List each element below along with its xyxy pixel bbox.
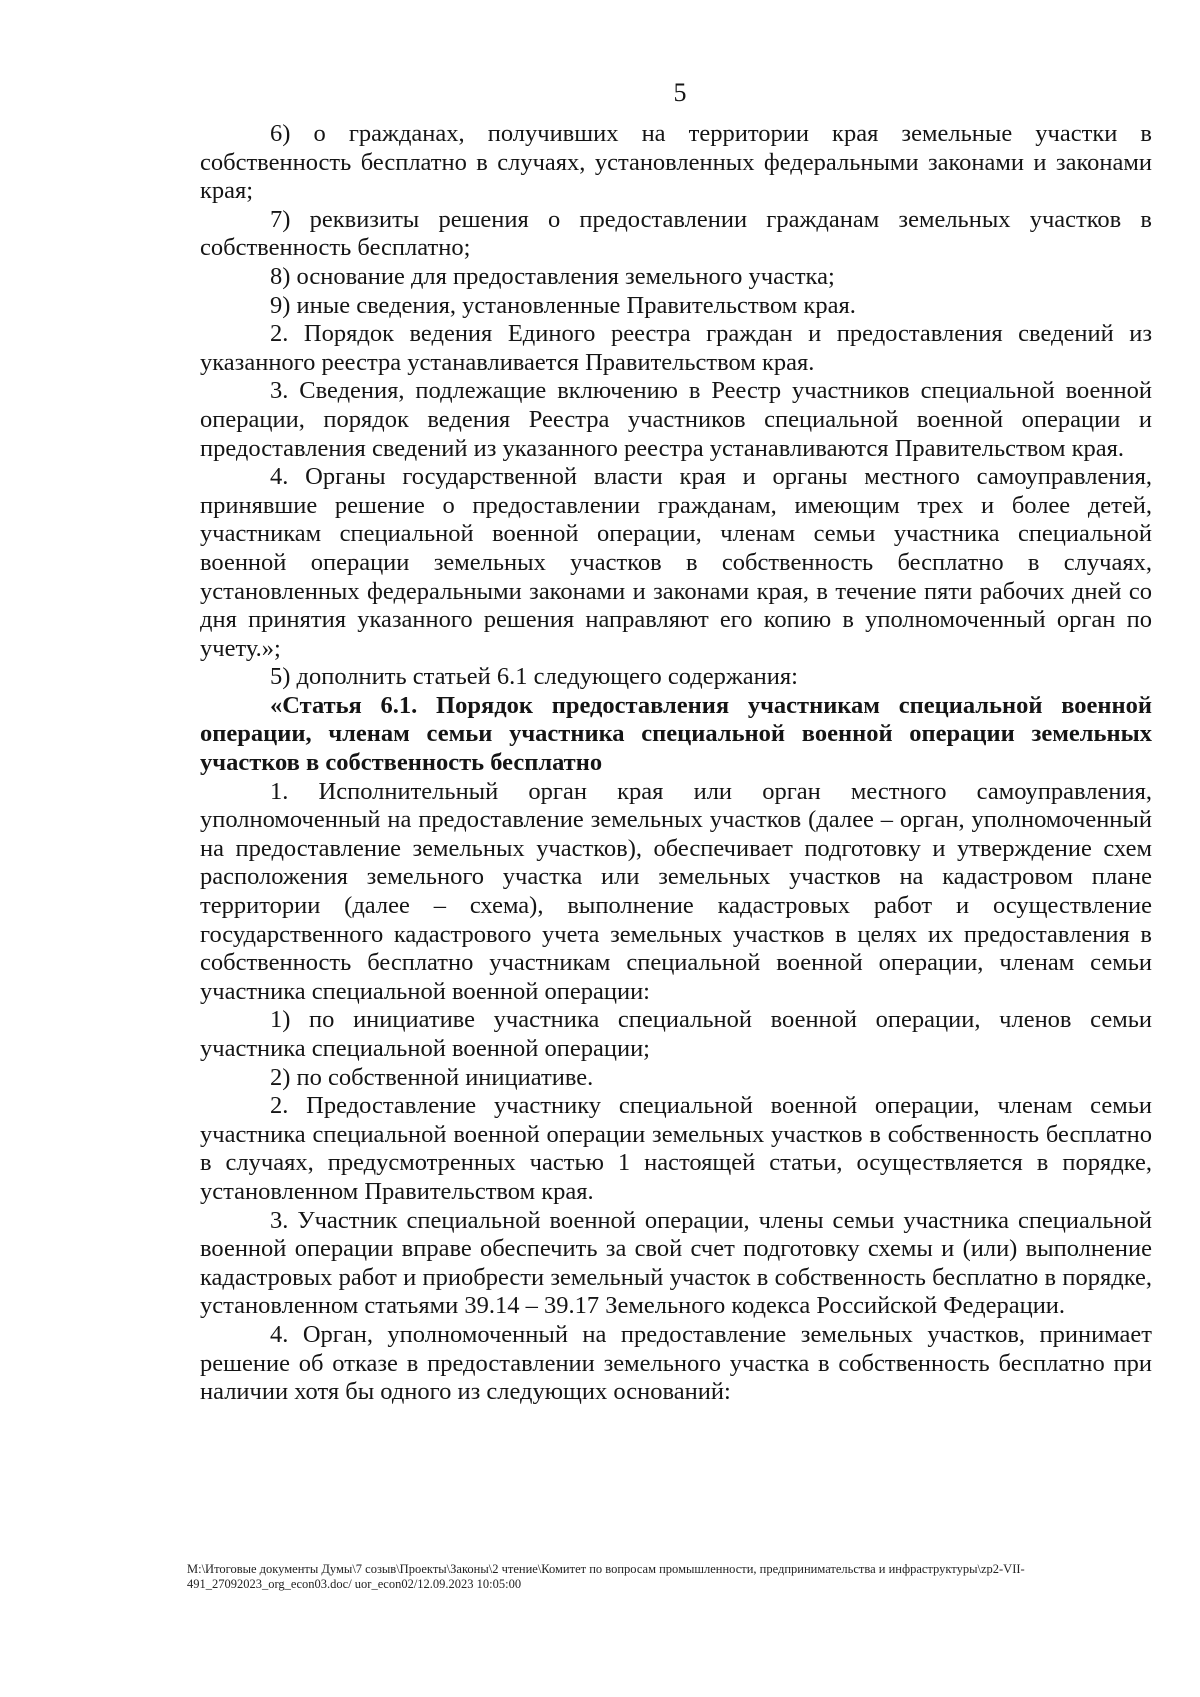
article-paragraph-1: 1. Исполнительный орган края или орган местного самоуправления, уполномоченный на предоставление земельных участков (далее – орган, уполномоченный на предоставление земельных участков), обеспечивает подготовку и утверждение схем расположения земельного участка или земельных участков на кадастровом плане территории (далее – схема), выполнение кадастровых работ и осуществление государственного кадастрового учета земельных участков в целях их предоставления в собственность бесплатно участникам специальной военной операции, членам семьи участника специальной военной операции: [200,777,1152,1005]
article-subitem-2: 2) по собственной инициативе. [270,1063,594,1091]
paragraph-amendment-5: 5) дополнить статьей 6.1 следующего содержания: [270,663,798,691]
document-body [200,120,1152,1407]
paragraph-item-9: 9) иные сведения, установленные Правительством края. [270,291,856,319]
paragraph-part-4: 4. Органы государственной власти края и органы местного самоуправления, принявшие решение о предоставлении гражданам, имеющим трех и более детей, участникам специальной военной операции, членам семьи участника специальной военной операции земельных участков в собственность бесплатно в случаях, установленных федеральными законами и законами края, в течение пяти рабочих дней со дня принятия указанного решения направляют его копию в уполномоченный орган по учету.»; [200,463,1152,662]
article-paragraph-3: 3. Участник специальной военной операции, члены семьи участника специальной военной операции вправе обеспечить за свой счет подготовку схемы и (или) выполнение кадастровых работ и приобрести земельный участок в собственность бесплатно в порядке, установленном статьями 39.14 – 39.17 Земельного кодекса Российской Федерации. [200,1206,1152,1320]
article-paragraph-2: 2. Предоставление участнику специальной военной операции, членам семьи участника специальной военной операции земельных участков в собственность бесплатно в случаях, предусмотренных частью 1 настоящей статьи, осуществляется в порядке, установленном Правительством края. [200,1092,1152,1205]
paragraph-part-3: 3. Сведения, подлежащие включению в Реестр участников специальной военной операции, порядок ведения Реестра участников специальной военной операции и предоставления сведений из указанного реестра устанавливаются Правительством края. [200,377,1152,462]
page-number: 5 [673,78,687,107]
article-6-1-heading: «Статья 6.1. Порядок предоставления участникам специальной военной операции, членам семьи участника специальной военной операции земельных участков в собственность бесплатно [200,691,1152,777]
paragraph-item-7: 7) реквизиты решения о предоставлении гражданам земельных участков в собственность бесплатно; [200,205,1152,262]
footer-file-path: M:\Итоговые документы Думы\7 созыв\Проекты\Законы\2 чтение\Комитет по вопросам промышленности, предпринимательства и инфраструктуры\zp2-VII-491_27092023_org_econ03.doc/ uor_econ02/12.09.2023 10:05:00 [187,1562,1025,1591]
paragraph-part-2: 2. Порядок ведения Единого реестра граждан и предоставления сведений из указанного реестра устанавливается Правительством края. [200,320,1152,376]
paragraph-item-6: 6) о гражданах, получивших на территории края земельные участки в собственность бесплатно в случаях, установленных федеральными законами и законами края; [200,120,1152,205]
paragraph-item-8: 8) основание для предоставления земельного участка; [270,262,835,290]
article-paragraph-4: 4. Орган, уполномоченный на предоставление земельных участков, принимает решение об отказе в предоставлении земельного участка в собственность бесплатно при наличии хотя бы одного из следующих оснований: [200,1320,1152,1406]
article-subitem-1: 1) по инициативе участника специальной военной операции, членов семьи участника специальной военной операции; [200,1006,1152,1062]
